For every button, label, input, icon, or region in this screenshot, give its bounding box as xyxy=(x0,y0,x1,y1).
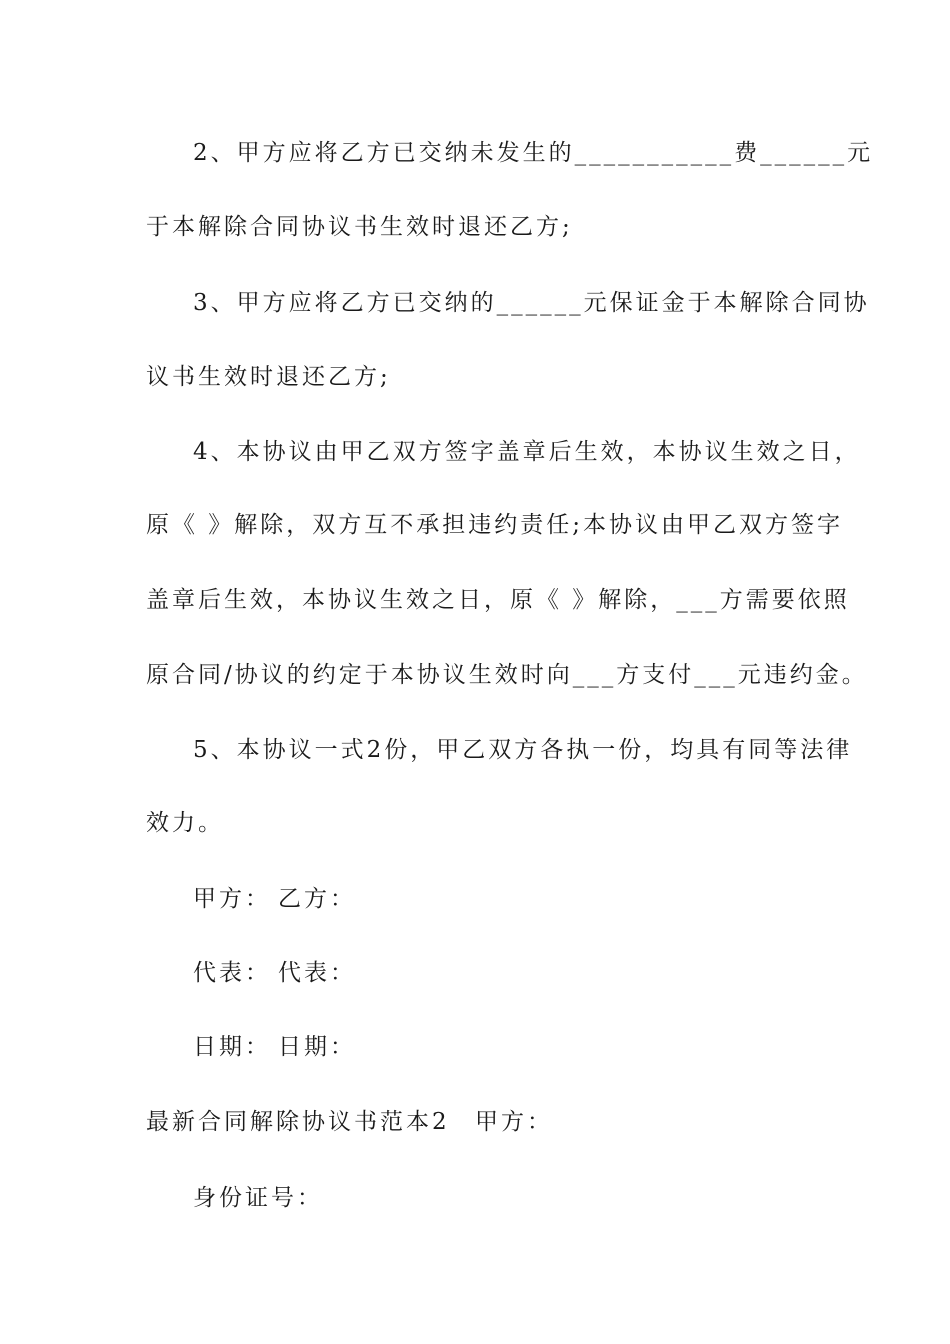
date-b-label: 日期： xyxy=(278,1034,356,1060)
sample2-id-label: 身份证号： xyxy=(193,1185,323,1211)
clause-3-line-2: 议书生效时退还乙方; xyxy=(146,364,391,390)
date-a-label: 日期： xyxy=(193,1034,271,1060)
clause-2-line-1: 2、甲方应将乙方已交纳未发生的___________费______元 xyxy=(193,140,874,166)
clause-4-line-2: 原《 》解除，双方互不承担违约责任;本协议由甲乙双方签字 xyxy=(146,512,844,538)
rep-a-label: 代表： xyxy=(193,960,271,986)
sample2-party-a-label: 甲方： xyxy=(475,1109,553,1135)
rep-b-label: 代表： xyxy=(278,960,356,986)
party-b-label: 乙方： xyxy=(278,886,356,912)
clause-5-line-2: 效力。 xyxy=(146,810,224,836)
clause-5-line-1: 5、本协议一式2份，甲乙双方各执一份，均具有同等法律 xyxy=(193,737,853,763)
clause-2-line-2: 于本解除合同协议书生效时退还乙方; xyxy=(146,214,573,240)
clause-4-line-3: 盖章后生效，本协议生效之日，原《 》解除，___方需要依照 xyxy=(146,587,850,613)
party-a-label: 甲方： xyxy=(193,886,271,912)
clause-3-line-1: 3、甲方应将乙方已交纳的______元保证金于本解除合同协 xyxy=(193,290,870,316)
clause-4-line-4: 原合同/协议的约定于本协议生效时向___方支付___元违约金。 xyxy=(146,662,868,688)
clause-4-line-1: 4、本协议由甲乙双方签字盖章后生效，本协议生效之日， xyxy=(193,439,861,465)
sample2-heading: 最新合同解除协议书范本2 xyxy=(146,1109,450,1135)
